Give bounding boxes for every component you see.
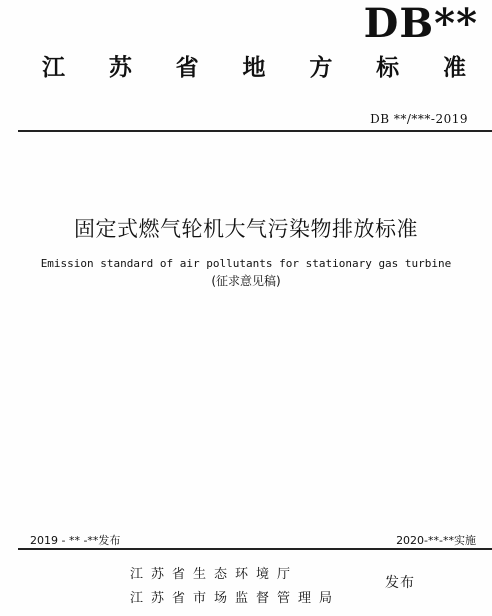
issuer-name: 江苏省市场监督管理局 <box>130 591 341 606</box>
top-divider <box>18 130 492 132</box>
issuer-name: 江苏省生态环境厅 <box>130 567 299 582</box>
standard-type-char: 标 <box>376 55 400 81</box>
publish-label: 发布 <box>385 575 415 591</box>
bottom-divider <box>18 548 492 550</box>
issue-date: 2019 - ** -**发布 <box>30 534 121 547</box>
document-title-english: Emission standard of air pollutants for stationary gas turbine <box>40 257 452 270</box>
implementation-date: 2020-**-**实施 <box>396 534 476 547</box>
standard-type-char: 准 <box>442 55 466 81</box>
standard-type-char: 地 <box>242 55 266 81</box>
standard-type-char: 江 <box>42 55 65 81</box>
standard-type-heading <box>22 54 482 82</box>
standard-code: DB** <box>363 0 478 47</box>
draft-status: (征求意见稿) <box>211 274 281 288</box>
standard-type-char: 省 <box>175 55 199 81</box>
standard-number: DB **/***-2019 <box>370 112 468 126</box>
standard-type-char: 方 <box>309 55 333 81</box>
standard-type-char: 苏 <box>108 55 132 81</box>
document-title-chinese: 固定式燃气轮机大气污染物排放标准 <box>74 217 418 241</box>
